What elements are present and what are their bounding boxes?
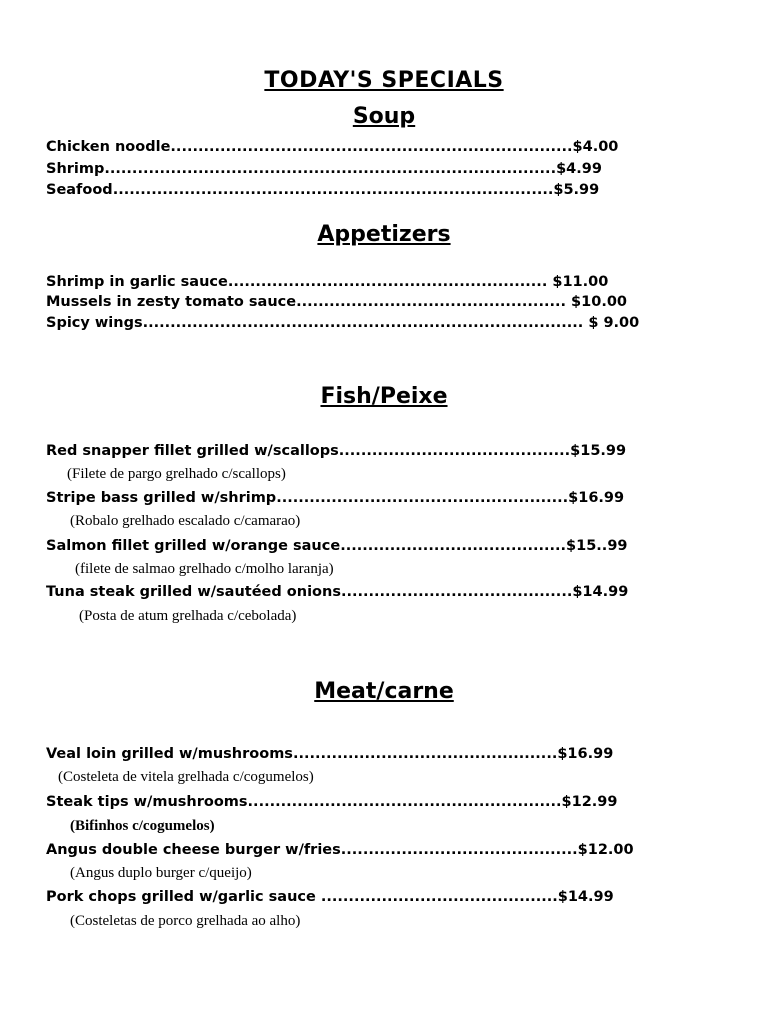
item-name: Shrimp in garlic sauce bbox=[46, 274, 228, 290]
menu-item-chicken-noodle bbox=[46, 137, 618, 157]
item-price: $5.99 bbox=[553, 182, 600, 198]
menu-item-red-snapper bbox=[46, 441, 626, 461]
item-price: $ 9.00 bbox=[588, 315, 640, 331]
item-translation: (Angus duplo burger c/queijo) bbox=[70, 865, 252, 881]
leader-dots: ................................................ bbox=[292, 746, 558, 762]
menu-item-pork-chops bbox=[46, 887, 614, 907]
item-price: $12.00 bbox=[577, 842, 634, 858]
item-translation: (Bifinhos c/cogumelos) bbox=[70, 818, 215, 834]
menu-item-angus-burger bbox=[46, 840, 634, 860]
leader-dots: ................................................................................ bbox=[112, 182, 554, 198]
item-price: $4.99 bbox=[556, 161, 602, 177]
item-name: Red snapper fillet grilled w/scallops bbox=[46, 443, 339, 459]
item-price: $14.99 bbox=[557, 889, 614, 905]
item-price: $16.99 bbox=[568, 490, 625, 506]
item-name: Pork chops grilled w/garlic sauce bbox=[46, 889, 321, 905]
leader-dots: ......................................................... bbox=[247, 794, 562, 810]
item-name: Salmon fillet grilled w/orange sauce bbox=[46, 538, 341, 554]
leader-dots: .......................................... bbox=[338, 443, 571, 459]
menu-item-shrimp-garlic bbox=[46, 272, 608, 292]
leader-dots: ..................................................... bbox=[276, 490, 569, 506]
menu-item-salmon bbox=[46, 536, 628, 556]
item-price: $10.00 bbox=[571, 294, 628, 310]
item-translation: (Costeleta de vitela grelhada c/cogumelos) bbox=[58, 769, 314, 785]
menu-item-seafood-soup bbox=[46, 180, 599, 200]
leader-dots: .................................................................................. bbox=[104, 161, 557, 177]
menu-item-mussels bbox=[46, 292, 627, 312]
item-translation: (Costeletas de porco grelhada ao alho) bbox=[70, 913, 301, 929]
leader-dots: ................................................................................ bbox=[142, 315, 589, 331]
item-price: $15.99 bbox=[570, 443, 627, 459]
item-translation: (Robalo grelhado escalado c/camarao) bbox=[70, 513, 301, 529]
item-name: Chicken noodle bbox=[46, 139, 171, 155]
menu-item-stripe-bass bbox=[46, 488, 624, 508]
item-name: Spicy wings bbox=[46, 315, 143, 331]
menu-item-veal-loin bbox=[46, 744, 613, 764]
leader-dots: .......................................... bbox=[340, 584, 573, 600]
item-price: $11.00 bbox=[552, 274, 609, 290]
menu-item-shrimp-soup bbox=[46, 159, 602, 179]
item-name: Veal loin grilled w/mushrooms bbox=[46, 746, 293, 762]
leader-dots: ......................................... bbox=[340, 538, 567, 554]
item-translation: (filete de salmao grelhado c/molho laranja) bbox=[75, 561, 334, 577]
section-title-fish: Fish/Peixe bbox=[320, 384, 448, 409]
leader-dots: ........................................... bbox=[320, 889, 558, 905]
menu-item-tuna-steak bbox=[46, 582, 628, 602]
leader-dots: .......................................................... bbox=[227, 274, 553, 290]
page-title: TODAY'S SPECIALS bbox=[264, 68, 504, 93]
item-price: $15..99 bbox=[566, 538, 628, 554]
leader-dots: ......................................................................... bbox=[170, 139, 573, 155]
item-translation: (Posta de atum grelhada c/cebolada) bbox=[79, 608, 297, 624]
item-name: Steak tips w/mushrooms bbox=[46, 794, 248, 810]
item-price: $12.99 bbox=[561, 794, 618, 810]
section-title-soup: Soup bbox=[352, 104, 416, 129]
item-name: Stripe bass grilled w/shrimp bbox=[46, 490, 277, 506]
menu-item-steak-tips bbox=[46, 792, 618, 812]
item-name: Seafood bbox=[46, 182, 113, 198]
leader-dots: ................................................. bbox=[296, 294, 572, 310]
item-name: Tuna steak grilled w/sautéed onions bbox=[46, 584, 341, 600]
item-price: $16.99 bbox=[557, 746, 614, 762]
item-translation: (Filete de pargo grelhado c/scallops) bbox=[67, 466, 286, 482]
item-name: Shrimp bbox=[46, 161, 105, 177]
leader-dots: ........................................... bbox=[340, 842, 578, 858]
item-name: Mussels in zesty tomato sauce bbox=[46, 294, 297, 310]
item-price: $14.99 bbox=[572, 584, 629, 600]
item-price: $4.00 bbox=[572, 139, 619, 155]
section-title-meat: Meat/carne bbox=[314, 679, 454, 704]
section-title-appetizers: Appetizers bbox=[317, 222, 451, 247]
item-name: Angus double cheese burger w/fries bbox=[46, 842, 341, 858]
menu-item-spicy-wings bbox=[46, 313, 639, 333]
